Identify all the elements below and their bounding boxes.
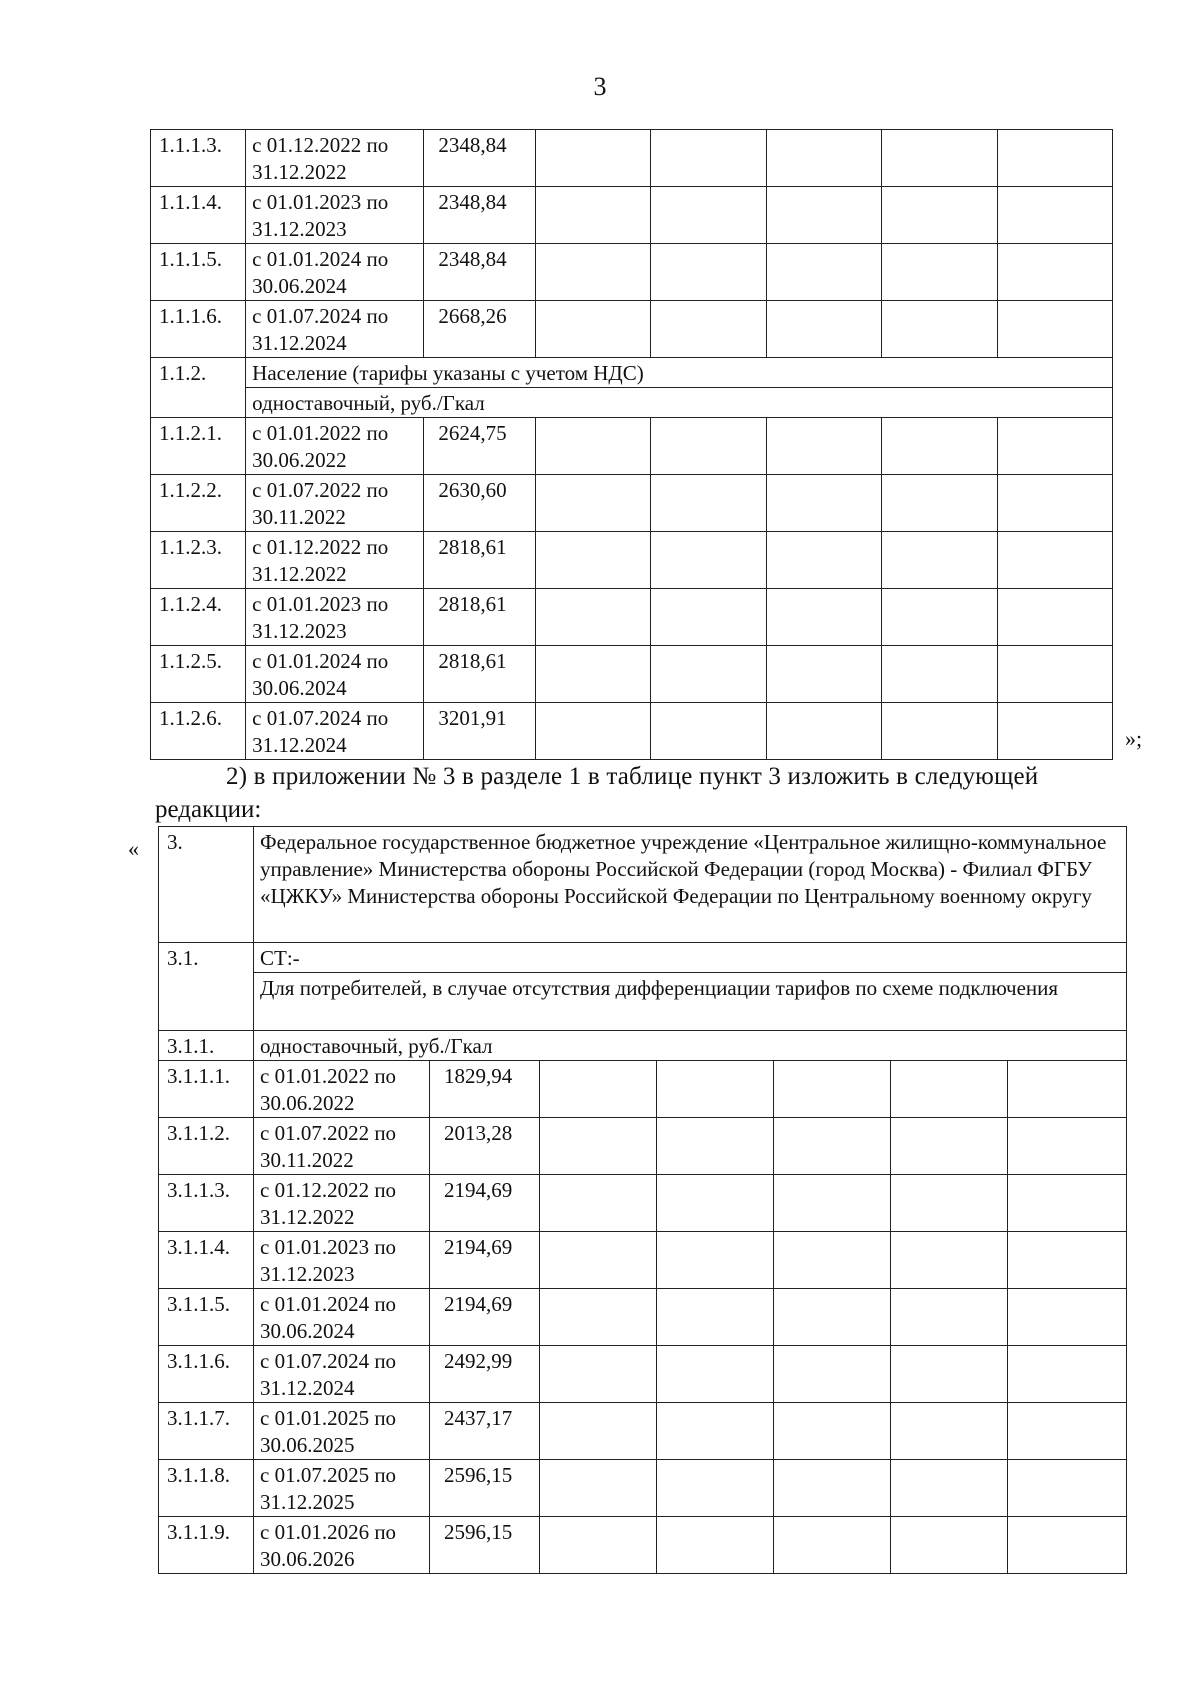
section-row bbox=[151, 358, 1113, 388]
empty-cell bbox=[891, 1346, 1008, 1403]
empty-cell bbox=[766, 130, 881, 187]
empty-cell bbox=[1008, 1346, 1127, 1403]
empty-cell bbox=[535, 187, 650, 244]
empty-cell bbox=[535, 475, 650, 532]
row-number: 1.1.2.5. bbox=[151, 646, 246, 703]
row-tariff-value: 2492,99 bbox=[430, 1346, 540, 1403]
empty-cell bbox=[891, 1460, 1008, 1517]
empty-cell bbox=[997, 244, 1112, 301]
opening-quote-mark: « bbox=[128, 836, 139, 861]
tariff-row bbox=[159, 1346, 1127, 1403]
tariff-row bbox=[151, 187, 1113, 244]
empty-cell bbox=[540, 1118, 657, 1175]
empty-cell bbox=[774, 1460, 891, 1517]
amendment-paragraph: 2) в приложении № 3 в разделе 1 в таблице пункт 3 изложить в следующей bbox=[226, 763, 1039, 790]
row-number: 1.1.2.2. bbox=[151, 475, 246, 532]
empty-cell bbox=[1008, 1232, 1127, 1289]
tariff-row bbox=[151, 418, 1113, 475]
tariff-table-top bbox=[150, 129, 1113, 760]
empty-cell bbox=[882, 475, 997, 532]
empty-cell bbox=[540, 1346, 657, 1403]
row-period: с 01.01.2025 по 30.06.2025 bbox=[254, 1403, 430, 1460]
empty-cell bbox=[882, 187, 997, 244]
row-tariff-value: 2437,17 bbox=[430, 1403, 540, 1460]
empty-cell bbox=[651, 418, 766, 475]
empty-cell bbox=[774, 1517, 891, 1574]
empty-cell bbox=[882, 703, 997, 760]
row-tariff-value: 2194,69 bbox=[430, 1175, 540, 1232]
empty-cell bbox=[651, 130, 766, 187]
empty-cell bbox=[657, 1346, 774, 1403]
tariff-row bbox=[159, 1289, 1127, 1346]
empty-cell bbox=[766, 301, 881, 358]
empty-cell bbox=[540, 1460, 657, 1517]
empty-cell bbox=[774, 1118, 891, 1175]
row-tariff-value: 2818,61 bbox=[424, 646, 535, 703]
empty-cell bbox=[891, 1232, 1008, 1289]
row-number: 1.1.2.6. bbox=[151, 703, 246, 760]
empty-cell bbox=[535, 703, 650, 760]
empty-cell bbox=[1008, 1403, 1127, 1460]
tariff-row bbox=[159, 1232, 1127, 1289]
empty-cell bbox=[540, 1175, 657, 1232]
row-period: с 01.07.2022 по 30.11.2022 bbox=[246, 475, 424, 532]
row-number: 3.1.1.9. bbox=[159, 1517, 254, 1574]
row-tariff-value: 2348,84 bbox=[424, 244, 535, 301]
empty-cell bbox=[651, 301, 766, 358]
empty-cell bbox=[882, 646, 997, 703]
row-period: с 01.01.2026 по 30.06.2026 bbox=[254, 1517, 430, 1574]
empty-cell bbox=[535, 646, 650, 703]
tariff-table-bottom bbox=[158, 826, 1127, 1574]
empty-cell bbox=[997, 418, 1112, 475]
tariff-row bbox=[151, 475, 1113, 532]
tariff-row bbox=[159, 1517, 1127, 1574]
row-tariff-value: 3201,91 bbox=[424, 703, 535, 760]
empty-cell bbox=[891, 1118, 1008, 1175]
empty-cell bbox=[766, 646, 881, 703]
tariff-row bbox=[151, 130, 1113, 187]
empty-cell bbox=[774, 1346, 891, 1403]
empty-cell bbox=[997, 532, 1112, 589]
row-number: 1.1.1.3. bbox=[151, 130, 246, 187]
empty-cell bbox=[882, 301, 997, 358]
st-row bbox=[159, 943, 1127, 973]
empty-cell bbox=[1008, 1175, 1127, 1232]
empty-cell bbox=[774, 1232, 891, 1289]
row-period: с 01.07.2024 по 31.12.2024 bbox=[254, 1346, 430, 1403]
empty-cell bbox=[997, 703, 1112, 760]
row-number: 3.1.1.3. bbox=[159, 1175, 254, 1232]
row-period: с 01.12.2022 по 31.12.2022 bbox=[246, 130, 424, 187]
empty-cell bbox=[891, 1289, 1008, 1346]
row-number: 1.1.2.3. bbox=[151, 532, 246, 589]
empty-cell bbox=[766, 532, 881, 589]
tariff-row bbox=[151, 301, 1113, 358]
tariff-row bbox=[159, 1118, 1127, 1175]
row-tariff-value: 2596,15 bbox=[430, 1460, 540, 1517]
empty-cell bbox=[535, 301, 650, 358]
row-number: 3.1.1.6. bbox=[159, 1346, 254, 1403]
empty-cell bbox=[657, 1118, 774, 1175]
row-number: 1.1.1.4. bbox=[151, 187, 246, 244]
rate-type-row bbox=[159, 1031, 1127, 1061]
tariff-row bbox=[159, 1460, 1127, 1517]
row-tariff-value: 2624,75 bbox=[424, 418, 535, 475]
page-number: 3 bbox=[593, 72, 607, 101]
empty-cell bbox=[535, 532, 650, 589]
empty-cell bbox=[882, 589, 997, 646]
empty-cell bbox=[766, 475, 881, 532]
amendment-paragraph-end: редакции: bbox=[155, 796, 262, 823]
empty-cell bbox=[1008, 1460, 1127, 1517]
closing-quote-mark: »; bbox=[1125, 726, 1143, 751]
empty-cell bbox=[535, 244, 650, 301]
empty-cell bbox=[657, 1403, 774, 1460]
section-number: 1.1.2. bbox=[151, 358, 246, 418]
empty-cell bbox=[774, 1061, 891, 1118]
tariff-row bbox=[151, 646, 1113, 703]
rate-type-label: одноставочный, руб./Гкал bbox=[254, 1031, 1127, 1061]
tariff-row bbox=[159, 1175, 1127, 1232]
row-tariff-value: 2818,61 bbox=[424, 589, 535, 646]
empty-cell bbox=[657, 1061, 774, 1118]
row-tariff-value: 2348,84 bbox=[424, 130, 535, 187]
row-tariff-value: 2818,61 bbox=[424, 532, 535, 589]
empty-cell bbox=[766, 703, 881, 760]
row-tariff-value: 2194,69 bbox=[430, 1232, 540, 1289]
organization-row bbox=[159, 827, 1127, 943]
empty-cell bbox=[997, 130, 1112, 187]
st-label: СТ:- bbox=[254, 943, 1127, 973]
st-number: 3.1. bbox=[159, 943, 254, 1031]
empty-cell bbox=[997, 646, 1112, 703]
section-title: Население (тарифы указаны с учетом НДС) bbox=[246, 358, 1113, 388]
row-number: 1.1.2.1. bbox=[151, 418, 246, 475]
empty-cell bbox=[540, 1061, 657, 1118]
section-subtitle: одноставочный, руб./Гкал bbox=[246, 388, 1113, 418]
row-period: с 01.01.2024 по 30.06.2024 bbox=[246, 646, 424, 703]
row-tariff-value: 2596,15 bbox=[430, 1517, 540, 1574]
tariff-row bbox=[159, 1403, 1127, 1460]
empty-cell bbox=[651, 589, 766, 646]
empty-cell bbox=[651, 475, 766, 532]
empty-cell bbox=[774, 1403, 891, 1460]
empty-cell bbox=[540, 1289, 657, 1346]
row-number: 3.1.1.4. bbox=[159, 1232, 254, 1289]
empty-cell bbox=[997, 301, 1112, 358]
row-period: с 01.07.2025 по 31.12.2025 bbox=[254, 1460, 430, 1517]
row-number: 3.1.1.2. bbox=[159, 1118, 254, 1175]
empty-cell bbox=[997, 475, 1112, 532]
tariff-row bbox=[151, 589, 1113, 646]
empty-cell bbox=[651, 187, 766, 244]
empty-cell bbox=[535, 589, 650, 646]
row-number: 3.1.1.5. bbox=[159, 1289, 254, 1346]
row-number: 1.1.2.4. bbox=[151, 589, 246, 646]
consumers-row bbox=[159, 973, 1127, 1031]
empty-cell bbox=[657, 1232, 774, 1289]
empty-cell bbox=[891, 1517, 1008, 1574]
empty-cell bbox=[540, 1232, 657, 1289]
row-tariff-value: 2194,69 bbox=[430, 1289, 540, 1346]
empty-cell bbox=[766, 244, 881, 301]
consumers-description: Для потребителей, в случае отсутствия дифференциации тарифов по схеме подключения bbox=[254, 973, 1127, 1031]
row-period: с 01.01.2022 по 30.06.2022 bbox=[246, 418, 424, 475]
empty-cell bbox=[997, 589, 1112, 646]
empty-cell bbox=[882, 130, 997, 187]
rate-type-number: 3.1.1. bbox=[159, 1031, 254, 1061]
empty-cell bbox=[774, 1175, 891, 1232]
row-period: с 01.01.2023 по 31.12.2023 bbox=[246, 187, 424, 244]
empty-cell bbox=[891, 1403, 1008, 1460]
empty-cell bbox=[540, 1517, 657, 1574]
row-period: с 01.12.2022 по 31.12.2022 bbox=[254, 1175, 430, 1232]
empty-cell bbox=[766, 187, 881, 244]
row-number: 3.1.1.7. bbox=[159, 1403, 254, 1460]
empty-cell bbox=[657, 1460, 774, 1517]
empty-cell bbox=[891, 1061, 1008, 1118]
empty-cell bbox=[882, 418, 997, 475]
row-period: с 01.01.2023 по 31.12.2023 bbox=[254, 1232, 430, 1289]
empty-cell bbox=[766, 589, 881, 646]
row-tariff-value: 2348,84 bbox=[424, 187, 535, 244]
row-period: с 01.07.2024 по 31.12.2024 bbox=[246, 301, 424, 358]
empty-cell bbox=[766, 418, 881, 475]
organization-number: 3. bbox=[159, 827, 254, 943]
section-subtitle-row bbox=[151, 388, 1113, 418]
tariff-row bbox=[151, 703, 1113, 760]
empty-cell bbox=[657, 1175, 774, 1232]
empty-cell bbox=[651, 703, 766, 760]
empty-cell bbox=[882, 244, 997, 301]
empty-cell bbox=[1008, 1517, 1127, 1574]
row-tariff-value: 2630,60 bbox=[424, 475, 535, 532]
empty-cell bbox=[651, 646, 766, 703]
empty-cell bbox=[774, 1289, 891, 1346]
row-period: с 01.01.2022 по 30.06.2022 bbox=[254, 1061, 430, 1118]
row-period: с 01.01.2023 по 31.12.2023 bbox=[246, 589, 424, 646]
row-period: с 01.07.2022 по 30.11.2022 bbox=[254, 1118, 430, 1175]
row-tariff-value: 2668,26 bbox=[424, 301, 535, 358]
empty-cell bbox=[651, 532, 766, 589]
row-period: с 01.12.2022 по 31.12.2022 bbox=[246, 532, 424, 589]
empty-cell bbox=[1008, 1289, 1127, 1346]
empty-cell bbox=[1008, 1061, 1127, 1118]
empty-cell bbox=[891, 1175, 1008, 1232]
row-number: 1.1.1.6. bbox=[151, 301, 246, 358]
empty-cell bbox=[540, 1403, 657, 1460]
tariff-row bbox=[151, 244, 1113, 301]
row-tariff-value: 1829,94 bbox=[430, 1061, 540, 1118]
empty-cell bbox=[657, 1289, 774, 1346]
row-number: 3.1.1.1. bbox=[159, 1061, 254, 1118]
empty-cell bbox=[535, 130, 650, 187]
tariff-row bbox=[151, 532, 1113, 589]
row-number: 1.1.1.5. bbox=[151, 244, 246, 301]
organization-name: Федеральное государственное бюджетное учреждение «Центральное жилищно-коммунальное управление» Министерства обороны Российской Федерации (город Москва) - Филиал ФГБУ «ЦЖКУ» Министерства обороны Российской Федерации по Центральному военному округу bbox=[254, 827, 1127, 943]
empty-cell bbox=[997, 187, 1112, 244]
empty-cell bbox=[535, 418, 650, 475]
row-number: 3.1.1.8. bbox=[159, 1460, 254, 1517]
row-period: с 01.07.2024 по 31.12.2024 bbox=[246, 703, 424, 760]
empty-cell bbox=[882, 532, 997, 589]
row-tariff-value: 2013,28 bbox=[430, 1118, 540, 1175]
row-period: с 01.01.2024 по 30.06.2024 bbox=[246, 244, 424, 301]
row-period: с 01.01.2024 по 30.06.2024 bbox=[254, 1289, 430, 1346]
empty-cell bbox=[651, 244, 766, 301]
empty-cell bbox=[1008, 1118, 1127, 1175]
tariff-row bbox=[159, 1061, 1127, 1118]
empty-cell bbox=[657, 1517, 774, 1574]
